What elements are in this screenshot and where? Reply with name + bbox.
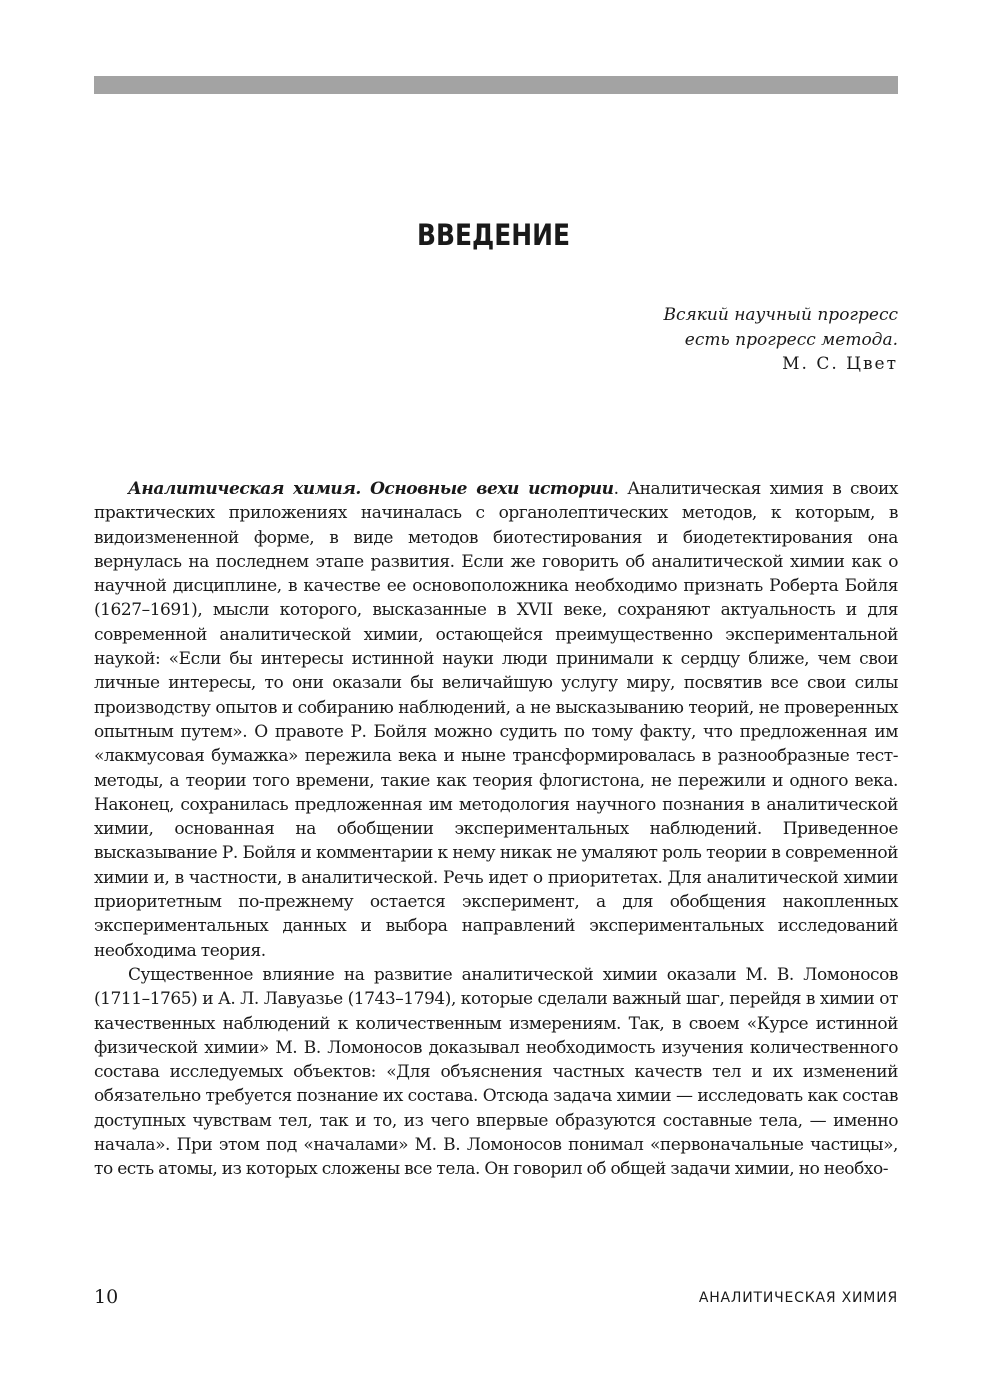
paragraph-lead-in: Аналитическая химия. Основные вехи истории	[128, 479, 614, 499]
paragraph-1-text: . Аналитическая химия в своих практических приложениях начиналась с органолептических методов, к которым, в видоизмененной форме, в виде методов биотестирования и биодетектирования она вернулась на последнем этапе развития. Если же говорить об аналитической химии как о научной дисциплине, в качестве ее основоположника необходимо признать Роберта Бойля (1627–1691), мысли которого, высказанные в XVII веке, сохраняют актуальность и для современной аналитической химии, остающейся преимущественно экспериментальной наукой: «Если бы интересы истинной науки люди принимали к сердцу ближе, чем свои личные интересы, то они оказали бы величайшую услугу миру, посвятив все свои силы производству опытов и собиранию наблюдений, а не высказыванию теорий, не проверенных опытным путем». О правоте Р. Бойля можно судить по тому факту, что предложенная им «лакмусовая бумажка» пережила века и ныне трансформировалась в разнообразные тест-методы, а теории того времени, такие как теория флогистона, не пережили и одного века. Наконец, сохранилась предложенная им методология научного познания в аналитической химии, основанная на обобщении экспериментальных наблюдений. Приведенное высказывание Р. Бойля и комментарии к нему никак не умаляют роль теории в современной химии и, в частности, в аналитической. Речь идет о приоритетах. Для аналитической химии приоритетным по-прежнему остается эксперимент, а для обобщения накопленных экспериментальных данных и выбора направлений экспериментальных исследований необходима теория.	[94, 479, 898, 961]
epigraph-line-2: есть прогресс метода.	[684, 329, 898, 350]
paragraph-2-text: Существенное влияние на развитие аналитической химии оказали М. В. Ломоносов (1711–1765) и А. Л. Лавуазье (1743–1794), которые сделали важный шаг, перейдя в химии от качественных наблюдений к количественным измерениям. Так, в своем «Курсе истинной физической химии» М. В. Ломоносов доказывал необходимость изучения количественного состава исследуемых объектов: «Для объяснения частных качеств тел и их изменений обязательно требуется познание их состава. Отсюда задача химии — исследовать как состав доступных чувствам тел, так и то, из чего впервые образуются составные тела, — именно начала». При этом под «началами» М. В. Ломоносов понимал «первоначальные частицы», то есть атомы, из которых сложены все тела. Он говорил об общей задачи химии, но необхо-	[94, 964, 898, 1180]
paragraph-2	[94, 963, 898, 1182]
epigraph-author: М. С. Цвет	[782, 354, 898, 374]
header-rule	[94, 76, 898, 94]
epigraph-line-1: Всякий научный прогресс	[663, 305, 898, 325]
epigraph	[398, 303, 898, 377]
chapter-title: ВВЕДЕНИЕ	[416, 218, 571, 252]
page-number: 10	[94, 1286, 119, 1308]
body-text	[94, 477, 898, 1182]
running-title: АНАЛИТИЧЕСКАЯ ХИМИЯ	[698, 1290, 898, 1306]
paragraph-1	[94, 477, 898, 963]
